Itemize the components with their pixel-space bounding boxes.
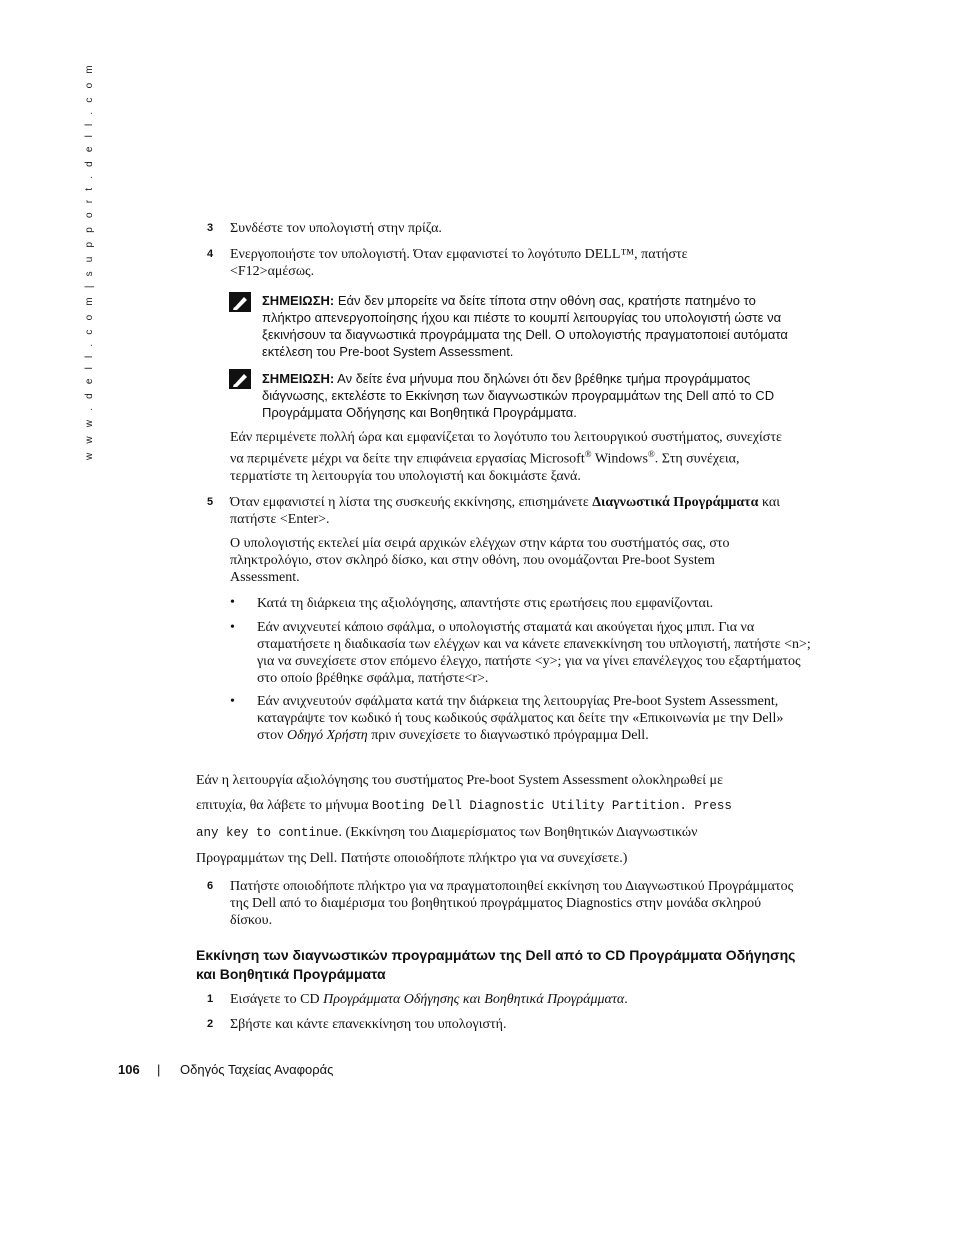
boot-message: Booting Dell Diagnostic Utility Partition. Press <box>371 799 732 813</box>
step-number: 5 <box>207 496 214 508</box>
step-number: 4 <box>207 248 214 260</box>
step-number: 2 <box>207 1018 214 1030</box>
paragraph-success-line4: Προγραμμάτων της Dell. Πατήστε οποιοδήποτε πλήκτρο για να συνεχίσετε.) <box>196 851 628 866</box>
step-5-text <box>230 494 810 528</box>
note-1-text: Εάν δεν μπορείτε να δείτε τίποτα στην οθόνη σας, κρατήστε πατημένο το πλήκτρο απενεργοποίησης ήχου και πιέστε το κουμπί λειτουργίας του υπολογιστή ώστε να ξεκινήσουν τα διαγνωστικά προγράμματα της Dell. Ο υπολογιστής πραγματοποιεί αυτόματα εκτέλεση του Pre-boot System Assessment. <box>262 293 788 359</box>
note-1 <box>262 292 807 360</box>
paragraph-wait-part: Εάν περιμένετε πολλή ώρα και εμφανίζεται το λογότυπο του λειτουργικού συστήματος, συνεχίστε να περιμένετε μέχρι να δείτε την επιφάνεια εργασίας Microsoft <box>230 430 782 467</box>
bullet-marker: • <box>230 694 235 709</box>
note-label: ΣΗΜΕΙΩΣΗ: <box>262 293 335 308</box>
paragraph-checks: Ο υπολογιστής εκτελεί μία σειρά αρχικών ελέγχων στην κάρτα του συστήματός σας, στο πληκτρολόγιο, στον σκληρό δίσκο, και στην οθόνη, που ονομάζονται Pre-boot System Assessment. <box>230 536 730 585</box>
bullet-item: Εάν ανιχνευτεί κάποιο σφάλμα, ο υπολογιστής σταματά και ακούγεται ήχος μπιπ. Για να σταματήσετε η διαδικασία των ελέγχων και να κάνετε επανεκκίνηση του υπλογιστή, πατήστε <n>; για να συνεχίσετε στον επόμενο έλεγχο, πατήστε <y>; για να γίνει επανέλεγχος του εξαρτήματος στο οποίο βρέθηκε σφάλμα, πατήστε<r>. <box>257 620 811 686</box>
paragraph-success-part: επιτυχία, θα λάβετε το μήνυμα <box>196 798 372 813</box>
cd-step-1-text <box>230 991 810 1008</box>
footer-title: Οδηγός Ταχείας Αναφοράς <box>180 1062 334 1077</box>
page-number: 106 <box>118 1062 140 1077</box>
bullet-marker: • <box>230 620 235 635</box>
note-label: ΣΗΜΕΙΩΣΗ: <box>262 371 335 386</box>
note-2-text: Αν δείτε ένα μήνυμα που δηλώνει ότι δεν βρέθηκε τμήμα προγράμματος διάγνωσης, εκτελέστε το Εκκίνηση των διαγνωστικών προγραμμάτων της Dell από το CD Προγράμματα Οδήγησης και Βοηθητικά Προγράμματα. <box>262 371 775 420</box>
paragraph-wait-part: Windows <box>591 451 648 467</box>
section-heading: Εκκίνηση των διαγνωστικών προγραμμάτων της Dell από το CD Προγράμματα Οδήγησης και Βοηθητικά Προγράμματα <box>196 947 796 982</box>
paragraph-success-line1: Εάν η λειτουργία αξιολόγησης του συστήματος Pre-boot System Assessment ολοκληρωθεί με <box>196 773 723 788</box>
step-5-part: και πατήστε <Enter>. <box>230 495 780 527</box>
footer-separator: | <box>157 1062 161 1077</box>
bullet-3-italic: Οδηγό Χρήστη <box>287 728 368 743</box>
paragraph-success-line2 <box>196 797 816 815</box>
cd-title-italic: Προγράμματα Οδήγησης και Βοηθητικά Προγράμματα <box>323 992 625 1007</box>
bullet-marker: • <box>230 595 235 610</box>
boot-message: any key to continue <box>196 826 339 840</box>
note-pencil-icon <box>229 292 251 312</box>
step-number: 6 <box>207 880 214 892</box>
bullet-item: Κατά τη διάρκεια της αξιολόγησης, απαντήστε στις ερωτήσεις που εμφανίζονται. <box>257 596 714 611</box>
note-pencil-icon <box>229 369 251 389</box>
bullet-3-part: πριν συνεχίσετε το διαγνωστικό πρόγραμμα Dell. <box>367 728 649 743</box>
step-5-bold: Διαγνωστικά Προγράμματα <box>592 495 759 510</box>
step-number: 1 <box>207 993 214 1005</box>
note-2 <box>262 370 812 421</box>
step-number: 3 <box>207 222 214 234</box>
cd-step-2-text: Σβήστε και κάντε επανεκκίνηση του υπολογιστή. <box>230 1017 507 1032</box>
bullet-item <box>257 693 813 744</box>
step-3-text: Συνδέστε τον υπολογιστή στην πρίζα. <box>230 221 442 236</box>
registered-mark: ® <box>584 449 592 459</box>
sidebar-url: w w w . d e l l . c o m | s u p p o r t . d e l l . c o m <box>84 62 95 460</box>
registered-mark: ® <box>647 449 655 459</box>
paragraph-wait-part: . Στη συνέχεια, τερματίστε τη λειτουργία του υπολογιστή και δοκιμάστε ξανά. <box>230 451 740 484</box>
cd-step-1-part: . <box>624 992 628 1007</box>
step-5-part: Όταν εμφανιστεί η λίστα της συσκευής εκκίνησης, επισημάνετε <box>230 495 593 510</box>
cd-step-1-part: Εισάγετε το CD <box>230 992 324 1007</box>
step-4-text: Ενεργοποιήστε τον υπολογιστή. Όταν εμφανιστεί το λογότυπο DELL™, πατήστε <F12>αμέσως. <box>230 247 688 279</box>
step-6-text: Πατήστε οποιοδήποτε πλήκτρο για να πραγματοποιηθεί εκκίνηση του Διαγνωστικού Προγράμματος της Dell από το διαμέρισμα του βοηθητικού προγράμματος Diagnostics στην μονάδα σκληρού δίσκου. <box>230 879 794 928</box>
paragraph-success-part: . (Εκκίνηση του Διαμερίσματος των Βοηθητικών Διαγνωστικών <box>338 825 698 840</box>
paragraph-success-line3 <box>196 824 816 842</box>
bullet-3-part: Εάν ανιχνευτούν σφάλματα κατά την διάρκεια της λειτουργίας Pre-boot System Assessment, καταγράψτε τον κωδικό ή τους κωδικούς σφάλματος και δείτε την «Επικοινωνία με την Dell» στον <box>257 694 784 743</box>
paragraph-wait <box>230 429 798 485</box>
